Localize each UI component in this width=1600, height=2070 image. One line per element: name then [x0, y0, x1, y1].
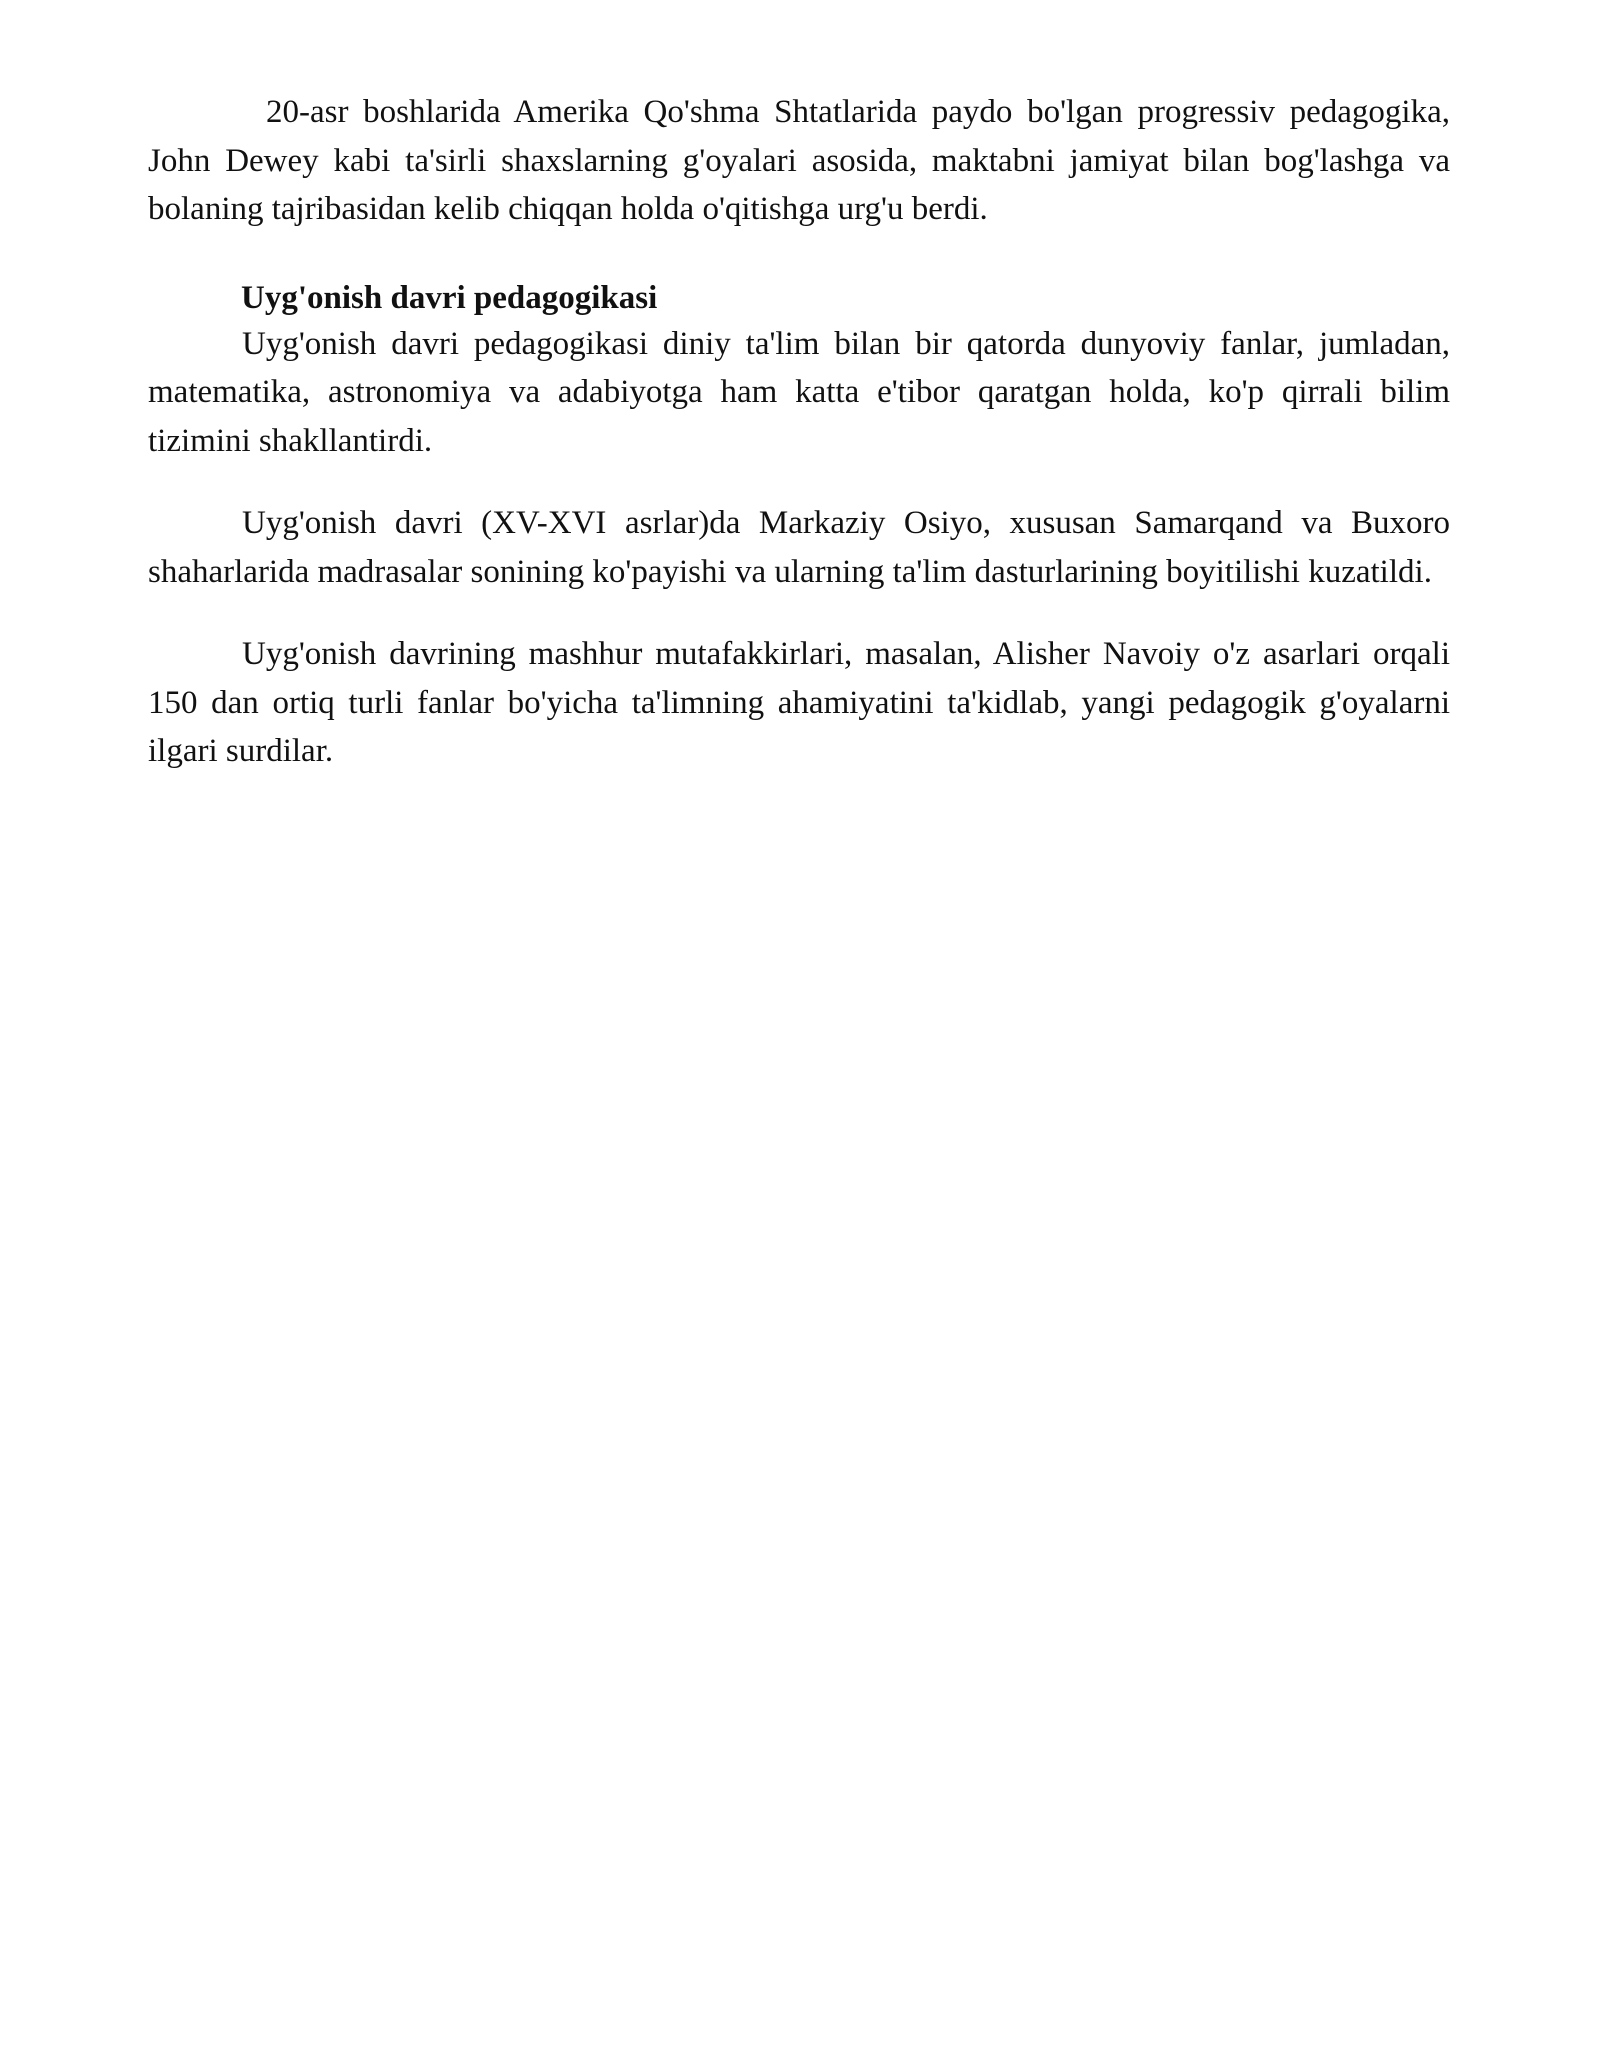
paragraph-progressive-pedagogy: 20-asr boshlarida Amerika Qo'shma Shtatlarida paydo bo'lgan progressiv pedagogika, John Dewey kabi ta'sirli shaxslarning g'oyalari asosida, maktabni jamiyat bilan bog'lashga va bolaning tajribasidan kelib chiqqan holda o'qitishga urg'u berdi.: [148, 94, 1450, 227]
section-heading: Uyg'onish davri pedagogikasi: [241, 279, 658, 316]
paragraph-central-asia-madrasas: Uyg'onish davri (XV-XVI asrlar)da Markaziy Osiyo, xususan Samarqand va Buxoro shaharlarida madrasalar sonining ko'payishi va ularning ta'lim dasturlarining boyitilishi kuzatildi.: [148, 505, 1450, 590]
paragraph-navoiy: Uyg'onish davrining mashhur mutafakkirlari, masalan, Alisher Navoiy o'z asarlari orqali 150 dan ortiq turli fanlar bo'yicha ta'limning ahamiyatini ta'kidlab, yangi pedagogik g'oyalarni ilgari surdilar.: [148, 636, 1450, 769]
document-body: [148, 88, 1450, 776]
paragraph-renaissance-pedagogy: Uyg'onish davri pedagogikasi diniy ta'lim bilan bir qatorda dunyoviy fanlar, jumladan, matematika, astronomiya va adabiyotga ham katta e'tibor qaratgan holda, ko'p qirrali bilim tizimini shakllantirdi.: [148, 325, 1450, 459]
